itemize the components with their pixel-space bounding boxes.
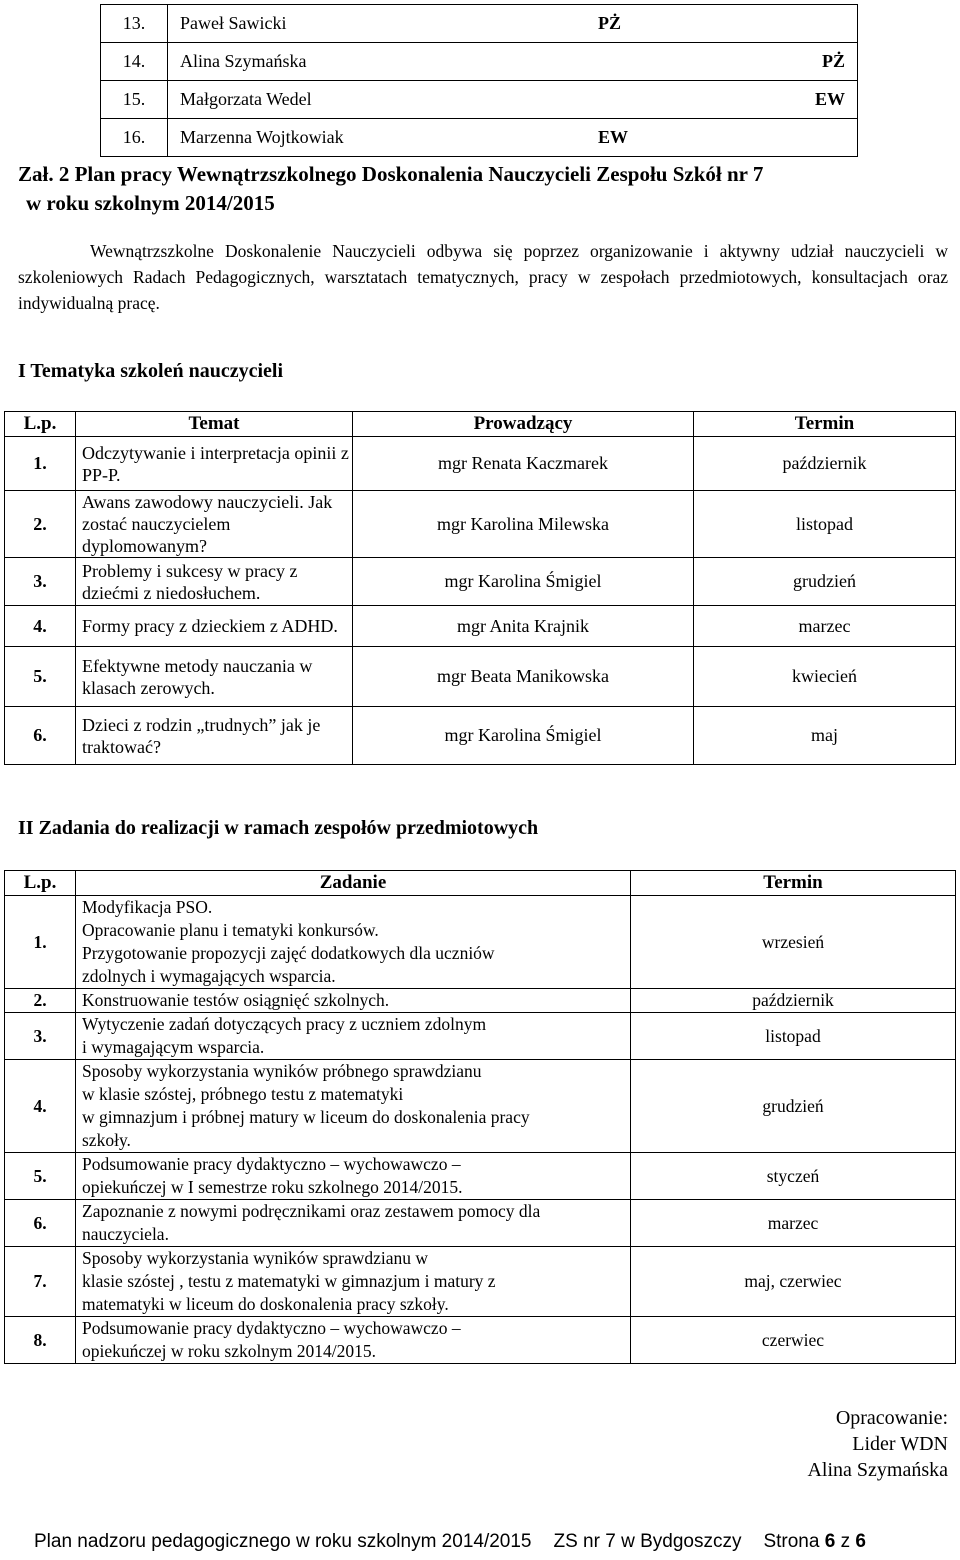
task-line: i wymagającym wsparcia. — [82, 1037, 265, 1057]
row-topic: Awans zawodowy nauczycieli. Jak zostać nauczycielem dyplomowanym? — [76, 491, 353, 558]
list-name-cell — [168, 43, 858, 81]
row-lead: mgr Renata Kaczmarek — [353, 437, 694, 491]
row-topic: Odczytywanie i interpretacja opinii z PP-P. — [76, 437, 353, 491]
intro-paragraph: Wewnątrzszkolne Doskonalenie Nauczycieli odbywa się poprzez organizowanie i aktywny udział nauczycieli w szkoleniowych Radach Pedagogicznych, warsztatach tematycznych, pracy w zespołach przedmiotowych, konsultacjach oraz indywidualną pracę. — [18, 241, 948, 313]
list-name: Małgorzata Wedel — [180, 89, 312, 109]
list-row — [101, 81, 858, 119]
table-row — [5, 1153, 956, 1200]
row-term: maj, czerwiec — [631, 1247, 956, 1317]
table-row — [5, 896, 956, 989]
row-term: październik — [631, 989, 956, 1013]
row-term: grudzień — [631, 1060, 956, 1153]
task-line: Sposoby wykorzystania wyników próbnego sprawdzianu — [82, 1061, 482, 1081]
task-line: Modyfikacja PSO. — [82, 897, 213, 917]
table-row — [5, 491, 956, 558]
attachment-title-line1: Zał. 2 Plan pracy Wewnątrzszkolnego Doskonalenia Nauczycieli Zespołu Szkół nr 7 — [18, 162, 764, 186]
list-number: 14. — [101, 43, 168, 81]
task-line: opiekuńczej w I semestrze roku szkolnego 2014/2015. — [82, 1177, 463, 1197]
list-number: 15. — [101, 81, 168, 119]
row-lp: 2. — [5, 989, 76, 1013]
row-topic: Efektywne metody nauczania w klasach zerowych. — [76, 647, 353, 707]
row-lp: 3. — [5, 1013, 76, 1060]
col-term: Termin — [694, 412, 956, 437]
table-row — [5, 437, 956, 491]
row-lead: mgr Karolina Śmigiel — [353, 558, 694, 606]
table-row — [5, 1013, 956, 1060]
row-lp: 5. — [5, 647, 76, 707]
task-line: Opracowanie planu i tematyki konkursów. — [82, 920, 379, 940]
table-row — [5, 989, 956, 1013]
row-lp: 7. — [5, 1247, 76, 1317]
row-task — [76, 989, 631, 1013]
row-lead: mgr Karolina Śmigiel — [353, 707, 694, 765]
list-row — [101, 43, 858, 81]
section1-heading: I Tematyka szkoleń nauczycieli — [18, 360, 284, 382]
row-lead: mgr Karolina Milewska — [353, 491, 694, 558]
table-row — [5, 1317, 956, 1364]
row-task — [76, 1247, 631, 1317]
section2-heading: II Zadania do realizacji w ramach zespołów przedmiotowych — [18, 817, 539, 839]
list-code: PŻ — [598, 13, 622, 33]
row-term: kwiecień — [694, 647, 956, 707]
row-task — [76, 1317, 631, 1364]
attachment-title-line2: w roku szkolnym 2014/2015 — [26, 191, 275, 215]
table-row — [5, 1247, 956, 1317]
row-term: styczeń — [631, 1153, 956, 1200]
col-lp: L.p. — [5, 412, 76, 437]
list-row — [101, 5, 858, 43]
row-topic: Formy pracy z dzieckiem z ADHD. — [76, 606, 353, 647]
row-topic: Problemy i sukcesy w pracy z dziećmi z niedosłuchem. — [76, 558, 353, 606]
task-line: w klasie szóstej, próbnego testu z matematyki — [82, 1084, 404, 1104]
task-line: zdolnych i wymagających wsparcia. — [82, 966, 336, 986]
row-lp: 4. — [5, 1060, 76, 1153]
list-number: 16. — [101, 119, 168, 157]
footer-title: Plan nadzoru pedagogicznego w roku szkolnym 2014/2015 — [34, 1531, 532, 1552]
task-line: Podsumowanie pracy dydaktyczno – wychowawczo – — [82, 1318, 461, 1338]
page-footer — [34, 1531, 866, 1553]
list-code: EW — [598, 127, 629, 147]
task-line: Wytyczenie zadań dotyczących pracy z uczniem zdolnym — [82, 1014, 487, 1034]
task-line: Przygotowanie propozycji zajęć dodatkowych dla uczniów — [82, 943, 495, 963]
row-lp: 6. — [5, 1200, 76, 1247]
row-lp: 1. — [5, 437, 76, 491]
table-header-row — [5, 871, 956, 896]
signature-line3: Alina Szymańska — [807, 1459, 948, 1481]
col-lp: L.p. — [5, 871, 76, 896]
row-term: maj — [694, 707, 956, 765]
row-task — [76, 896, 631, 989]
task-line: szkoły. — [82, 1130, 131, 1150]
table-row — [5, 1060, 956, 1153]
footer-page-sep: z — [840, 1531, 851, 1552]
task-line: Podsumowanie pracy dydaktyczno – wychowawczo – — [82, 1154, 461, 1174]
list-code: EW — [814, 89, 845, 109]
training-topics-table — [4, 411, 956, 765]
signature-line2: Lider WDN — [852, 1433, 948, 1455]
row-task — [76, 1200, 631, 1247]
list-name-cell — [168, 5, 858, 43]
row-topic: Dzieci z rodzin „trudnych” jak je traktować? — [76, 707, 353, 765]
team-tasks-table — [4, 870, 956, 1364]
task-line: matematyki w liceum do doskonalenia pracy szkoły. — [82, 1294, 449, 1314]
list-row — [101, 119, 858, 157]
signature-line1: Opracowanie: — [835, 1407, 948, 1429]
row-lp: 2. — [5, 491, 76, 558]
row-task — [76, 1060, 631, 1153]
task-line: Konstruowanie testów osiągnięć szkolnych. — [82, 990, 390, 1010]
footer-page-number: 6 — [824, 1531, 836, 1552]
row-lp: 1. — [5, 896, 76, 989]
row-lp: 4. — [5, 606, 76, 647]
list-name-cell — [168, 119, 858, 157]
table-row — [5, 606, 956, 647]
row-term: listopad — [631, 1013, 956, 1060]
continued-list-table — [100, 4, 858, 157]
footer-school: ZS nr 7 w Bydgoszczy — [553, 1531, 742, 1552]
list-name-cell — [168, 81, 858, 119]
row-lp: 5. — [5, 1153, 76, 1200]
table-row — [5, 647, 956, 707]
row-term: listopad — [694, 491, 956, 558]
table-row — [5, 558, 956, 606]
row-lp: 8. — [5, 1317, 76, 1364]
table-row — [5, 1200, 956, 1247]
list-name: Marzenna Wojtkowiak — [180, 127, 344, 147]
table-header-row — [5, 412, 956, 437]
table-row — [5, 707, 956, 765]
task-line: Sposoby wykorzystania wyników sprawdzianu w — [82, 1248, 429, 1268]
col-task: Zadanie — [76, 871, 631, 896]
row-task — [76, 1153, 631, 1200]
footer-page-total: 6 — [855, 1531, 866, 1552]
list-name: Paweł Sawicki — [180, 13, 287, 33]
list-number: 13. — [101, 5, 168, 43]
row-term: październik — [694, 437, 956, 491]
row-term: wrzesień — [631, 896, 956, 989]
row-term: marzec — [694, 606, 956, 647]
list-code: PŻ — [821, 51, 845, 71]
col-lead: Prowadzący — [353, 412, 694, 437]
row-term: marzec — [631, 1200, 956, 1247]
row-lead: mgr Beata Manikowska — [353, 647, 694, 707]
task-line: nauczyciela. — [82, 1224, 169, 1244]
list-name: Alina Szymańska — [180, 51, 307, 71]
attachment-title — [18, 160, 763, 218]
row-lp: 3. — [5, 558, 76, 606]
row-lead: mgr Anita Krajnik — [353, 606, 694, 647]
task-line: opiekuńczej w roku szkolnym 2014/2015. — [82, 1341, 377, 1361]
task-line: Zapoznanie z nowymi podręcznikami oraz zestawem pomocy dla — [82, 1201, 541, 1221]
col-term: Termin — [631, 871, 956, 896]
row-term: czerwiec — [631, 1317, 956, 1364]
task-line: klasie szóstej , testu z matematyki w gimnazjum i matury z — [82, 1271, 496, 1291]
col-topic: Temat — [76, 412, 353, 437]
row-term: grudzień — [694, 558, 956, 606]
row-lp: 6. — [5, 707, 76, 765]
footer-page-prefix: Strona — [763, 1531, 820, 1552]
signature-block — [807, 1405, 948, 1483]
row-task — [76, 1013, 631, 1060]
task-line: w gimnazjum i próbnej matury w liceum do doskonalenia pracy — [82, 1107, 530, 1127]
